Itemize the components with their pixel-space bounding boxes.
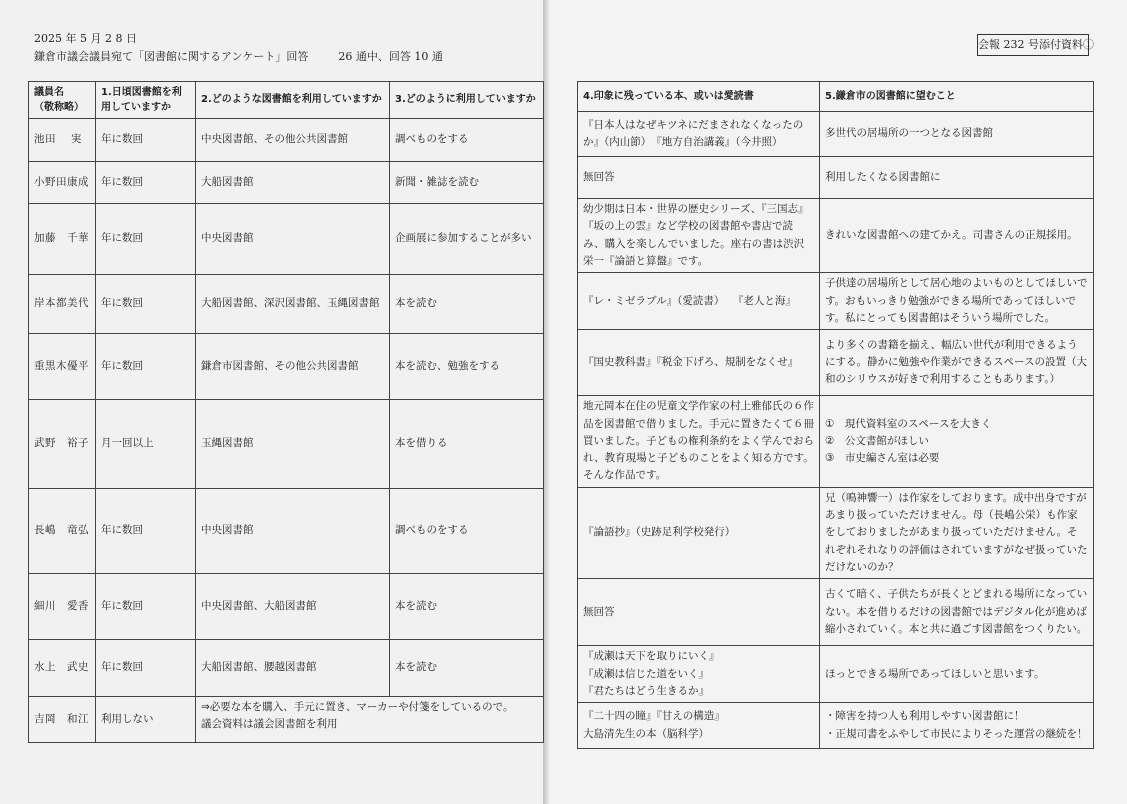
member-name: 吉岡 和江 — [29, 697, 96, 743]
table-row — [29, 119, 544, 162]
member-name: 加藤 千華 — [29, 204, 96, 275]
q3-answer: 調べものをする — [390, 489, 544, 574]
response-count: 26 通中、回答 10 通 — [338, 50, 443, 63]
header-q4: 4.印象に残っている本、或いは愛読書 — [578, 82, 820, 112]
table-row — [29, 574, 544, 640]
q1-answer: 月一回以上 — [96, 400, 196, 489]
q5-answer: ほっとできる場所であってほしいと思います。 — [820, 646, 1094, 703]
q5-answer: 古くて暗く、子供たちが長くとどまれる場所になっていない。本を借りるだけの図書館ではデジタル化が進めば縮小されていく。本と共に過ごす図書館をつくりたい。 — [820, 579, 1094, 646]
q2-answer: 中央図書館 — [196, 204, 390, 275]
q4-answer: 地元岡本在住の児童文学作家の村上雅郁氏の６作品を図書館で借りました。手元に置きたくて６冊買いました。子どもの権利条約をよく学んでおられ、教育現場と子どものことをよく知る方です。そんな作品です。 — [578, 396, 820, 488]
member-name: 岸本都美代 — [29, 275, 96, 334]
q4-answer: 『成瀬は天下を取りにいく』 『成瀬は信じた道をいく』 『君たちはどう生きるか』 — [578, 646, 820, 703]
header-q5: 5.鎌倉市の図書館に望むこと — [820, 82, 1094, 112]
header-name: 議員名 （敬称略） — [29, 82, 96, 119]
q1-answer: 年に数回 — [96, 204, 196, 275]
q1-answer: 年に数回 — [96, 162, 196, 204]
table-row — [578, 703, 1094, 749]
header-row — [29, 82, 544, 119]
table-row — [29, 162, 544, 204]
member-name: 水上 武史 — [29, 640, 96, 697]
q1-answer: 年に数回 — [96, 489, 196, 574]
q5-answer: 子供達の居場所として居心地のよいものとしてほしいです。おもいっきり勉強ができる場所であってほしいです。私にとっても図書館はそういう場所でした。 — [820, 273, 1094, 330]
table-row — [578, 112, 1094, 157]
q2-answer: 中央図書館、その他公共図書館 — [196, 119, 390, 162]
q4-answer: 『レ・ミゼラブル』（愛読書） 『老人と海』 — [578, 273, 820, 330]
member-name: 細川 愛香 — [29, 574, 96, 640]
survey-table-right — [577, 81, 1094, 749]
q2-answer: 中央図書館、大船図書館 — [196, 574, 390, 640]
table-row — [578, 157, 1094, 199]
q4-answer: 『日本人はなぜキツネにだまされなくなったのか』（内山節） 『地方自治講義』（今井照） — [578, 112, 820, 157]
q3-answer: 本を借りる — [390, 400, 544, 489]
q1-answer: 年に数回 — [96, 275, 196, 334]
q2-answer: 大船図書館 — [196, 162, 390, 204]
q2-answer: 中央図書館 — [196, 489, 390, 574]
q5-answer: 兄（鳴神響一）は作家をしております。成中出身ですがあまり扱っていただけません。母（長嶋公栄）も作家をしておりましたがあまり扱っていただけません。それぞれそれなりの評価はされていますがなぜ扱っていただけないのか？ — [820, 487, 1094, 579]
table-row — [578, 273, 1094, 330]
header-q2: 2.どのような図書館を利用していますか — [196, 82, 390, 119]
q1-answer: 年に数回 — [96, 334, 196, 400]
table-row — [578, 487, 1094, 579]
member-name: 小野田康成 — [29, 162, 96, 204]
q2-answer: 玉縄図書館 — [196, 400, 390, 489]
q1-answer: 年に数回 — [96, 640, 196, 697]
q3-answer: 本を読む — [390, 640, 544, 697]
header-q1: 1.日頃図書館を利用していますか — [96, 82, 196, 119]
q2-answer: 大船図書館、腰越図書館 — [196, 640, 390, 697]
member-name: 重黒木優平 — [29, 334, 96, 400]
member-name: 長嶋 竜弘 — [29, 489, 96, 574]
q3-answer: 本を読む — [390, 574, 544, 640]
q4-answer: 『二十四の瞳』『甘えの構造』 大島清先生の本（脳科学） — [578, 703, 820, 749]
table-row — [578, 396, 1094, 488]
survey-table-left — [28, 81, 544, 743]
table-row — [29, 334, 544, 400]
q4-answer: 幼少期は日本・世界の歴史シリーズ、『三国志』『坂の上の雲』など学校の図書館や書店で読み、購入を楽しんでいました。座右の書は渋沢栄一『論語と算盤』です。 — [578, 199, 820, 273]
survey-title: 鎌倉市議会議員宛て「図書館に関するアンケート」回答 — [34, 50, 309, 63]
q4-answer: 無回答 — [578, 579, 820, 646]
non-use-note: ⇒必要な本を購入、手元に置き、マーカーや付箋をしているので。 議会資料は議会図書館を利用 — [196, 697, 544, 743]
q5-answer: より多くの書籍を揃え、幅広い世代が利用できるようにする。静かに勉強や作業ができるスペースの設置（大和のシリウスが好きで利用することもあります。） — [820, 330, 1094, 396]
q4-answer: 『論語抄』（史跡足利学校発行） — [578, 487, 820, 579]
attachment-reference: 会報 232 号添付資料① — [977, 34, 1089, 56]
q3-answer: 企画展に参加することが多い — [390, 204, 544, 275]
member-name: 池田 実 — [29, 119, 96, 162]
q1-answer: 年に数回 — [96, 119, 196, 162]
table-row — [29, 275, 544, 334]
q1-answer: 利用しない — [96, 697, 196, 743]
header-row — [578, 82, 1094, 112]
table-row — [29, 697, 544, 743]
q5-answer: ・障害を持つ人も利用しやすい図書館に！ ・正規司書をふやして市民によりそった運営の継続を！ — [820, 703, 1094, 749]
q3-answer: 調べものをする — [390, 119, 544, 162]
q2-answer: 鎌倉市図書館、その他公共図書館 — [196, 334, 390, 400]
q5-answer: きれいな図書館への建てかえ。司書さんの正規採用。 — [820, 199, 1094, 273]
q1-answer: 年に数回 — [96, 574, 196, 640]
q3-answer: 新聞・雑誌を読む — [390, 162, 544, 204]
q5-answer: 多世代の居場所の一つとなる図書館 — [820, 112, 1094, 157]
table-row — [578, 199, 1094, 273]
member-name: 武野 裕子 — [29, 400, 96, 489]
q5-answer: 利用したくなる図書館に — [820, 157, 1094, 199]
document-title — [34, 48, 443, 64]
table-row — [29, 489, 544, 574]
table-row — [578, 646, 1094, 703]
table-row — [578, 330, 1094, 396]
q4-answer: 無回答 — [578, 157, 820, 199]
q5-answer: ① 現代資料室のスペースを大きく ② 公文書館がほしい ③ 市史編さん室は必要 — [820, 396, 1094, 488]
table-row — [29, 204, 544, 275]
q3-answer: 本を読む — [390, 275, 544, 334]
table-row — [29, 640, 544, 697]
q4-answer: 『国史教科書』『税金下げろ、規制をなくせ』 — [578, 330, 820, 396]
table-row — [29, 400, 544, 489]
document-date: 2025 年 5 月 2 8 日 — [34, 32, 137, 45]
q3-answer: 本を読む、勉強をする — [390, 334, 544, 400]
table-row — [578, 579, 1094, 646]
q2-answer: 大船図書館、深沢図書館、玉縄図書館 — [196, 275, 390, 334]
header-q3: 3.どのように利用していますか — [390, 82, 544, 119]
